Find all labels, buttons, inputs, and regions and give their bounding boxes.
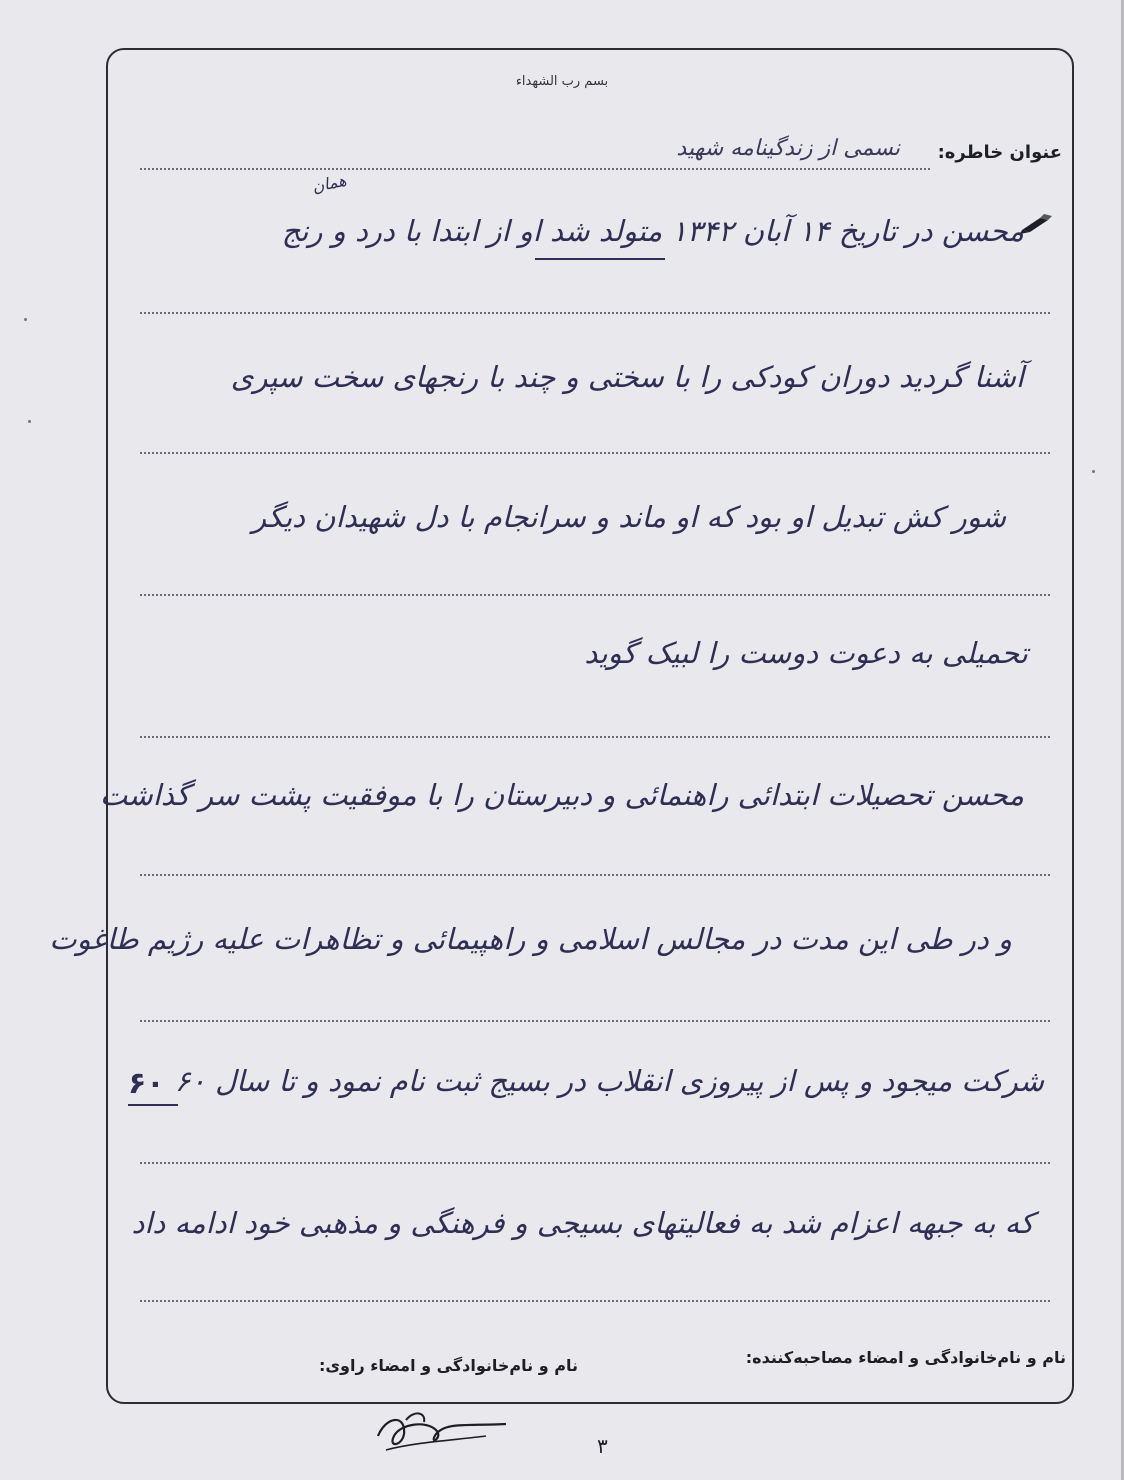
ruled-line — [140, 1020, 1050, 1022]
page-frame — [100, 48, 1074, 1404]
body-line-4: تحمیلی به دعوت دوست را لبیک گوید — [584, 636, 1028, 670]
signature — [366, 1406, 516, 1456]
inserted-word: همان — [310, 170, 348, 197]
ruled-line — [140, 452, 1050, 454]
ruled-line — [140, 1300, 1050, 1302]
body-line-7: شرکت میجود و پس از پیروزی انقلاب در بسیج ثبت نام نمود و تا سال ۶۰ — [174, 1064, 1044, 1098]
body-line-2: آشنا گردید دوران کودکی را با سختی و چند با رنجهای سخت سپری — [230, 360, 1024, 394]
ruled-line — [140, 594, 1050, 596]
ruled-line — [140, 874, 1050, 876]
scan-speck — [1092, 470, 1095, 473]
scan-speck — [28, 420, 31, 423]
title-dotted-line — [140, 168, 930, 170]
body-line-5: محسن تحصیلات ابتدائی راهنمائی و دبیرستان را با موفقیت پشت سر گذاشت — [100, 778, 1024, 812]
body-line-6: و در طی این مدت در مجالس اسلامی و راهپیمائی و تظاهرات علیه رژیم طاغوت — [49, 922, 1012, 956]
body-line-1: محسن در تاریخ ۱۴ آبان ۱۳۴۲ متولد شد او از ابتدا با درد و رنج — [281, 214, 1024, 248]
ruled-line — [140, 1162, 1050, 1164]
body-line-3: شور کش تبدیل او بود که او ماند و سرانجام با دل شهیدان دیگر — [252, 500, 1006, 534]
memory-title-label: عنوان خاطره: — [937, 142, 1062, 163]
scan-speck — [24, 318, 27, 321]
narrator-signature-label: نام و نام‌خانوادگی و امضاء راوی: — [318, 1356, 578, 1375]
year-underline — [128, 1104, 178, 1106]
body-line-8: که به جبهه اعزام شد به فعالیتهای بسیجی و فرهنگی و مذهبی خود ادامه داد — [131, 1206, 1034, 1240]
interviewer-signature-label: نام و نام‌خانوادگی و امضاء مصاحبه‌کننده: — [745, 1348, 1066, 1367]
ruled-line — [140, 736, 1050, 738]
basmala-heading: بسم رب الشهداء — [515, 74, 609, 89]
date-underline — [535, 258, 665, 260]
page-number: ۳ — [597, 1434, 608, 1458]
pencil-icon — [1018, 212, 1058, 236]
circled-year: ۶۰ — [128, 1066, 165, 1101]
ruled-line — [140, 312, 1050, 314]
memory-title-handwritten: نسمی از زندگینامه شهید — [676, 136, 900, 161]
